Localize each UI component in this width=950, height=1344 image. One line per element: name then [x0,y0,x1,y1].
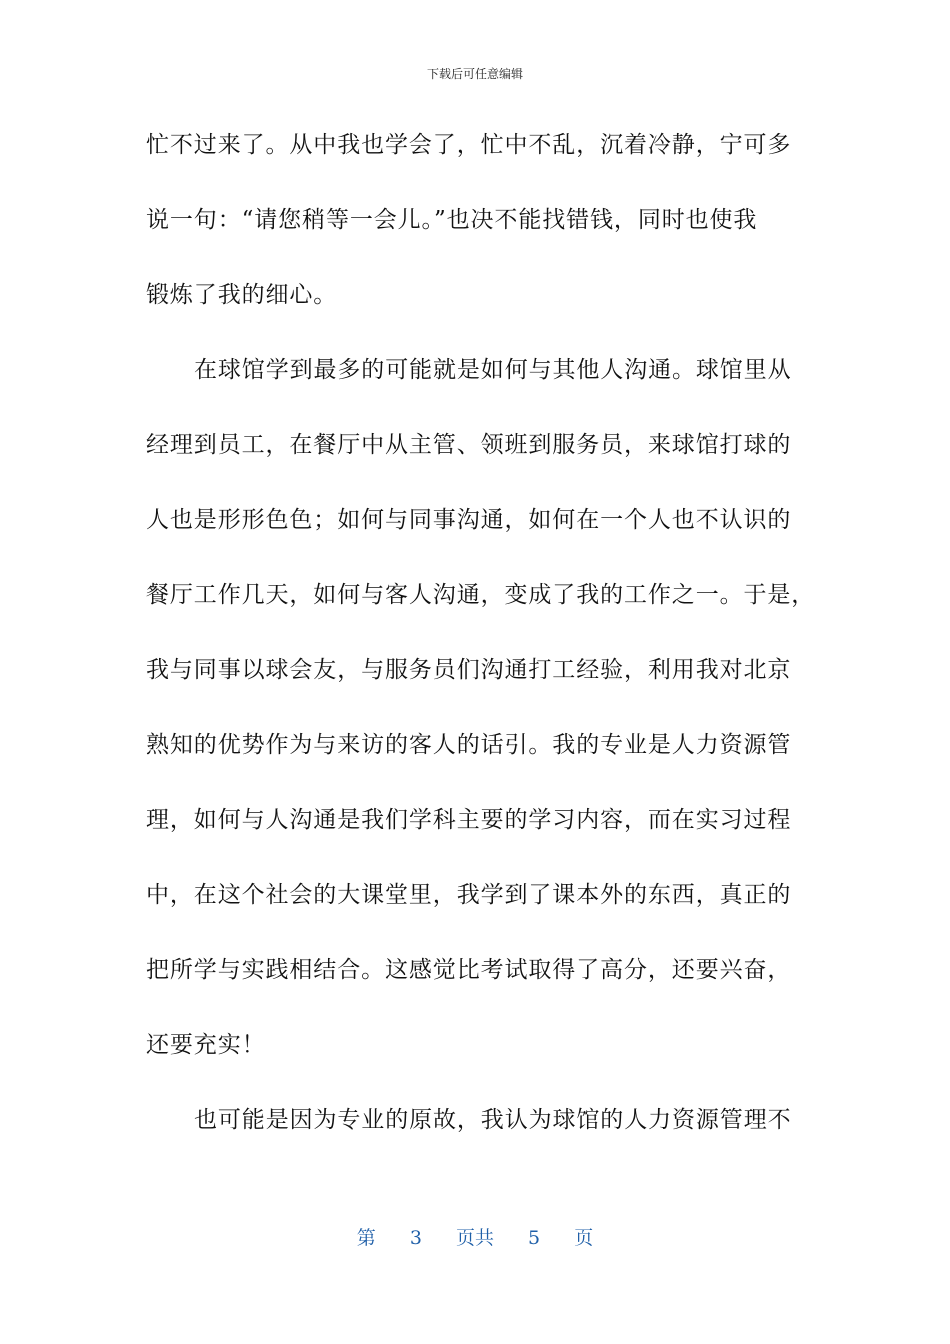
text-line: 餐厅工作几天，如何与客人沟通，变成了我的工作之一。于是， [146,582,816,608]
current-page-number: 3 [409,1227,422,1249]
text-line: 忙不过来了。从中我也学会了，忙中不乱，沉着冷静，宁可多 [146,132,792,158]
page-label-prefix: 第 [356,1227,376,1249]
page-label-suffix: 页 [574,1227,594,1249]
paragraph-first-line: 在球馆学到最多的可能就是如何与其他人沟通。球馆里从 [194,357,792,383]
page-footer [0,1226,950,1250]
text-line: 我与同事以球会友，与服务员们沟通打工经验，利用我对北京 [146,657,792,683]
text-line: 人也是形形色色；如何与同事沟通，如何在一个人也不认识的 [146,507,792,533]
text-line: 理，如何与人沟通是我们学科主要的学习内容，而在实习过程 [146,807,792,833]
page-label-middle: 页共 [455,1227,494,1249]
page-header: 下载后可任意编辑 [426,67,523,81]
text-line: 说一句：“请您稍等一会儿。”也决不能找错钱，同时也使我 [146,207,758,233]
text-line: 还要充实！ [146,1032,266,1058]
paragraph-first-line: 也可能是因为专业的原故，我认为球馆的人力资源管理不 [194,1107,792,1133]
text-line: 熟知的优势作为与来访的客人的话引。我的专业是人力资源管 [146,732,792,758]
text-line: 把所学与实践相结合。这感觉比考试取得了高分，还要兴奋， [146,957,792,983]
total-pages-number: 5 [528,1227,541,1249]
text-line: 中，在这个社会的大课堂里，我学到了课本外的东西，真正的 [146,882,792,908]
text-line: 锻炼了我的细心。 [146,282,338,308]
text-line: 经理到员工，在餐厅中从主管、领班到服务员，来球馆打球的 [146,432,792,458]
